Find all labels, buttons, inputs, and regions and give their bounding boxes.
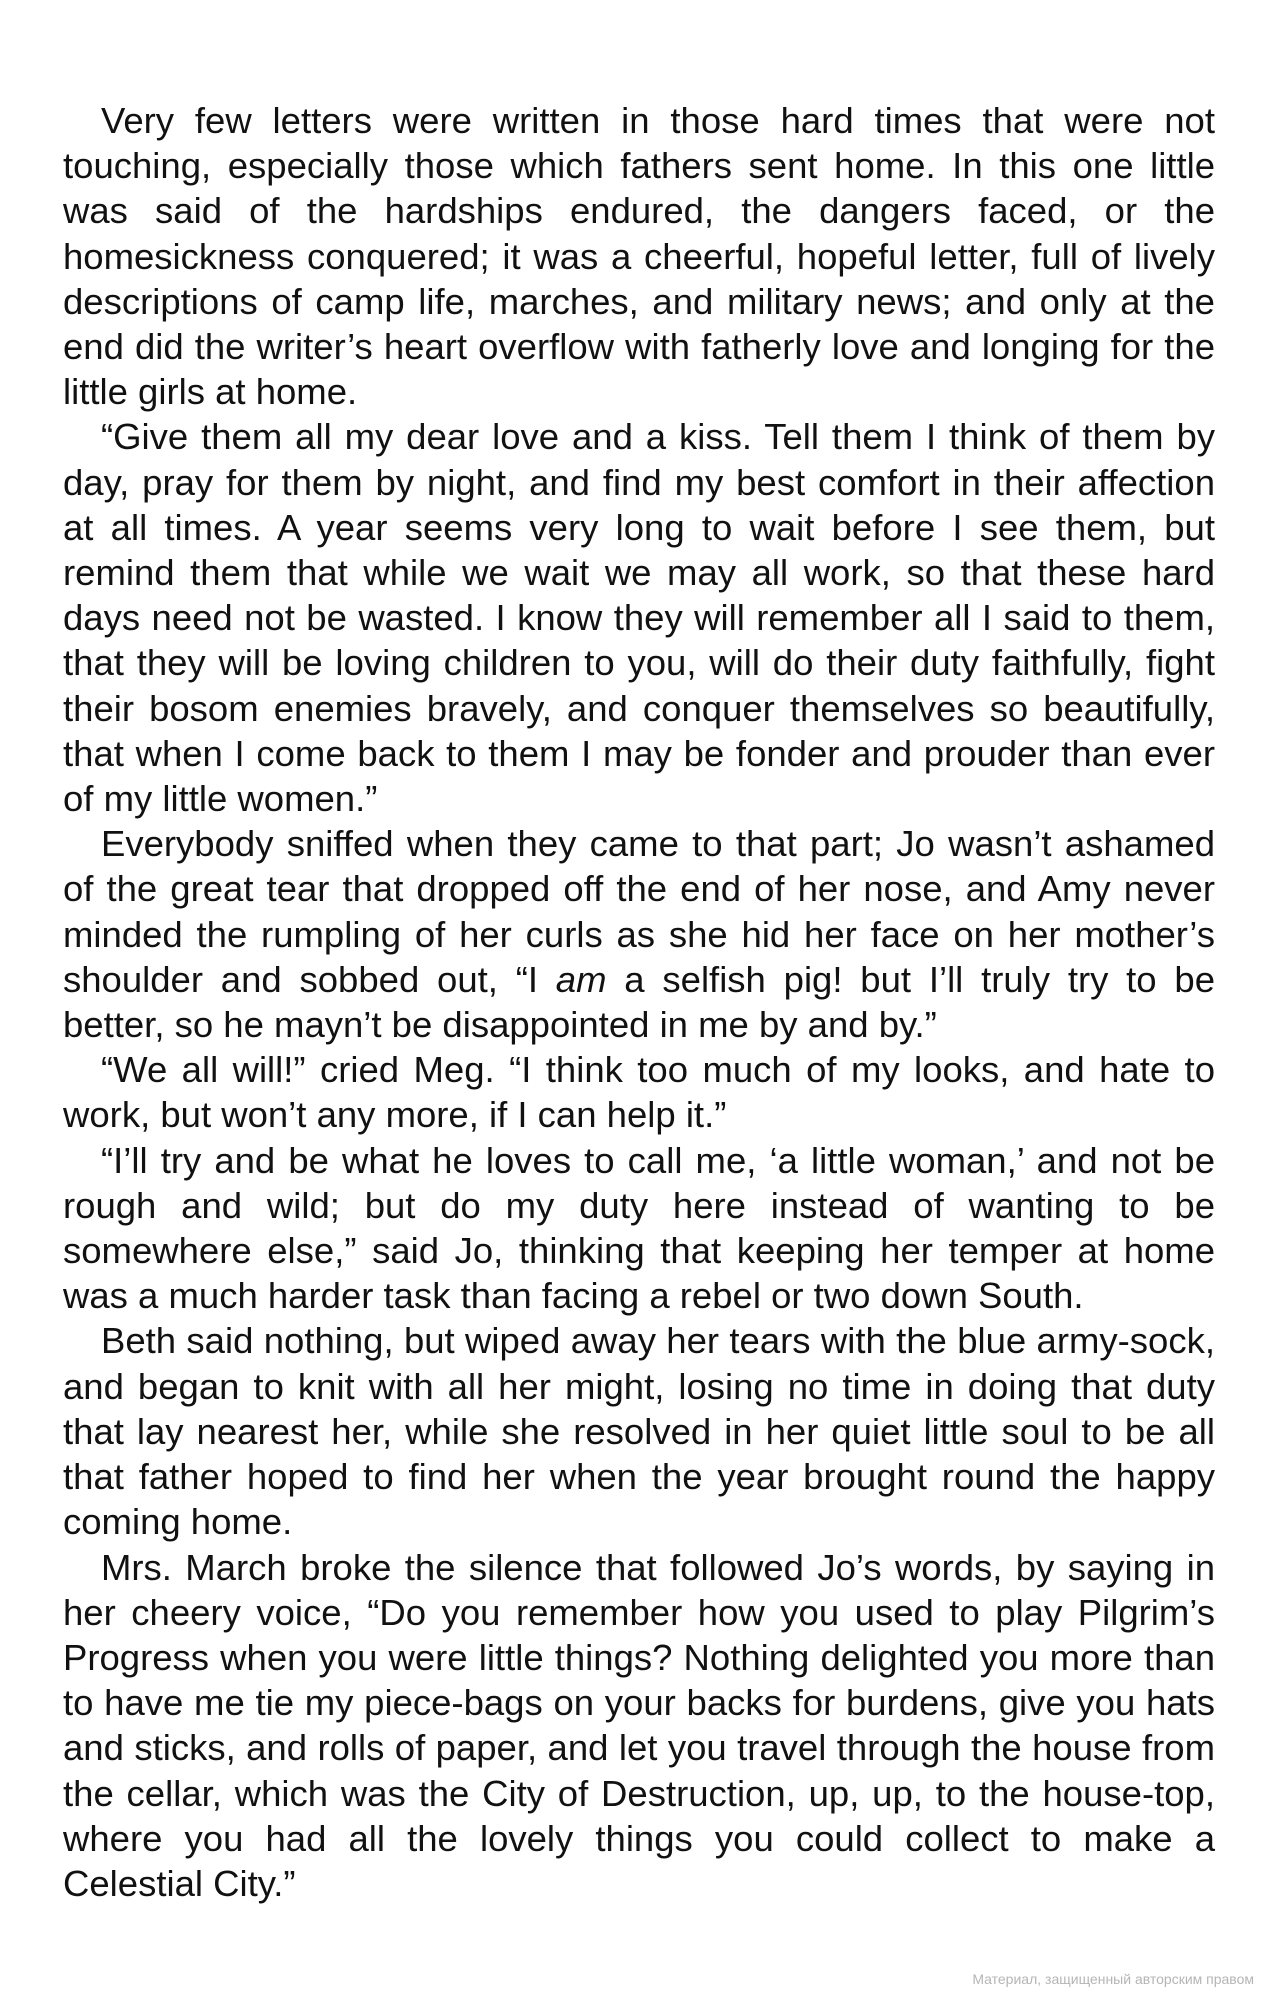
copyright-watermark: Материал, защищенный авторским правом — [972, 1971, 1254, 1987]
paragraph-father-letter: “Give them all my dear love and a kiss. Tell them I think of them by day, pray for them by night, and find my best comfort in their affection at all times. A year seems very long to wait before I see them, but remind them that while we wait we may all work, so that these hard days need not be wasted. I know they will remember all I said to them, that they will be loving children to you, will do their duty faithfully, fight their bosom enemies bravely, and conquer themselves so beautifully, that when I come back to them I may be fonder and prouder than ever of my little women.” — [63, 416, 1215, 820]
paragraph-meg: “We all will!” cried Meg. “I think too much of my looks, and hate to work, but won’t any more, if I can help it.” — [63, 1049, 1215, 1136]
paragraph-everybody-sniffed — [63, 821, 1215, 1047]
emphasis-am: am — [555, 958, 607, 1000]
paragraph-everybody-sniffed-end: a selfish pig! but I’ll truly try to be better, so he mayn’t be disappointed in me by and by.” — [63, 958, 1215, 1046]
paragraph-beth: Beth said nothing, but wiped away her tears with the blue army-sock, and began to knit with all her might, losing no time in doing that duty that lay nearest her, while she resolved in her quiet little soul to be all that father hoped to find her when the year brought round the happy coming home. — [63, 1320, 1215, 1543]
paragraph-everybody-sniffed-start: Everybody sniffed when they came to that part; Jo wasn’t ashamed of the great tear that dropped off the end of her nose, and Amy never minded the rumpling of her curls as she hid her face on her mother’s shoulder and sobbed out, “I — [63, 823, 1215, 1000]
paragraph-jo: “I’ll try and be what he loves to call me, ‘a little woman,’ and not be rough and wild; but do my duty here instead of wanting to be somewhere else,” said Jo, thinking that keeping her temper at home was a much harder task than facing a rebel or two down South. — [63, 1139, 1215, 1317]
paragraph-mrs-march: Mrs. March broke the silence that followed Jo’s words, by saying in her cheery voice, “Do you remember how you used to play Pilgrim’s Progress when you were little things? Nothing delighted you more than to have me tie my piece-bags on your backs for burdens, give you hats and sticks, and rolls of paper, and let you travel through the house from the cellar, which was the City of Destruction, up, up, to the house-top, where you had all the lovely things you could collect to make a Celestial City.” — [63, 1546, 1215, 1904]
paragraph-letters: Very few letters were written in those hard times that were not touching, especially those which fathers sent home. In this one little was said of the hardships endured, the dangers faced, or the homesickness conquered; it was a cheerful, hopeful letter, full of lively descriptions of camp life, marches, and military news; and only at the end did the writer’s heart overflow with fatherly love and longing for the little girls at home. — [63, 100, 1215, 413]
book-page-body — [63, 98, 1215, 1906]
